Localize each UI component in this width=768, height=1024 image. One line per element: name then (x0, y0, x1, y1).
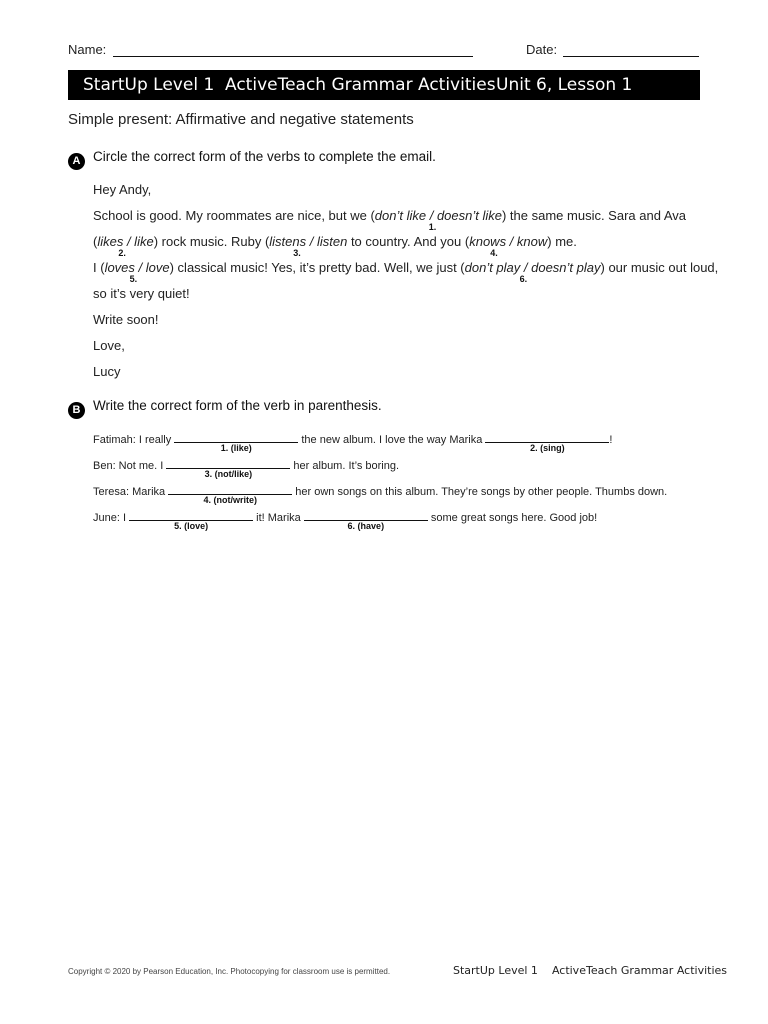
section-a-badge: A (68, 153, 85, 170)
name-date-row (68, 42, 700, 62)
dialogue-text: ! (609, 434, 613, 446)
email-line-1 (93, 208, 687, 232)
blank-cue-6: 6. (have) (347, 521, 385, 531)
answer-blank-2[interactable] (485, 432, 609, 453)
answer-blank-5[interactable] (129, 510, 253, 531)
footer-title: ActiveTeach Grammar Activities (551, 964, 727, 977)
email-text: I ( (93, 260, 105, 275)
verb-choice-3[interactable]: listens / listen (269, 234, 348, 249)
answer-blank-1[interactable] (174, 432, 298, 453)
blank-cue-1: 1. (like) (220, 443, 252, 453)
section-b-badge: B (68, 402, 85, 419)
date-field[interactable] (563, 56, 699, 57)
name-label: Name: (68, 42, 107, 57)
dialogue (93, 432, 703, 542)
blank-cue-2: 2. (sing) (530, 443, 565, 453)
copyright-notice: Copyright © 2020 by Pearson Education, Inc. Photocopying for classroom use is permitted. (68, 967, 391, 976)
dialogue-text: Fatimah: I really (93, 434, 175, 446)
banner-level: StartUp Level 1 (83, 75, 215, 95)
dialogue-line-1 (93, 432, 613, 453)
dialogue-text: Ben: Not me. I (93, 460, 167, 472)
date-label: Date: (526, 42, 558, 57)
section-a-instruction: Circle the correct form of the verbs to complete the email. (93, 149, 436, 164)
email-closing-1: Write soon! (93, 312, 159, 327)
dialogue-text: the new album. I love the way Marika (298, 434, 486, 446)
email-body (93, 182, 719, 382)
item-number-6: 6. (519, 274, 528, 284)
section-b-heading (68, 398, 382, 416)
item-number-5: 5. (129, 274, 138, 284)
email-line-4: so it’s very quiet! (93, 286, 190, 301)
banner-title: ActiveTeach Grammar Activities (225, 75, 496, 95)
email-line-2 (93, 234, 577, 258)
email-signature: Lucy (93, 364, 121, 379)
email-text: School is good. My roommates are nice, but we ( (93, 208, 375, 223)
dialogue-text: Teresa: Marika (93, 486, 169, 498)
item-number-4: 4. (490, 248, 498, 258)
blank-cue-3: 3. (not/like) (204, 469, 253, 479)
dialogue-line-4 (93, 510, 598, 531)
footer-level: StartUp Level 1 (453, 964, 538, 977)
answer-blank-3[interactable] (166, 458, 290, 479)
banner-unit: Unit 6, Lesson 1 (496, 75, 633, 95)
footer-series (453, 964, 727, 977)
verb-choice-2[interactable]: likes / like (97, 234, 154, 249)
email-text: ) rock music. Ruby ( (153, 234, 270, 249)
dialogue-text: it! Marika (253, 512, 304, 524)
item-number-3: 3. (293, 248, 301, 258)
email-text: ) our music out loud, (600, 260, 719, 275)
verb-choice-4[interactable]: knows / know (469, 234, 548, 249)
dialogue-text: June: I (93, 512, 130, 524)
email-text: ) classical music! Yes, it’s pretty bad. Well, we just ( (169, 260, 465, 275)
email-line-3 (93, 260, 719, 284)
page-subtitle: Simple present: Affirmative and negative statements (68, 111, 414, 128)
answer-blank-6[interactable] (304, 510, 428, 531)
verb-choice-6[interactable]: don’t play / doesn’t play (464, 260, 601, 275)
blank-cue-4: 4. (not/write) (203, 495, 257, 505)
answer-blank-4[interactable] (168, 484, 292, 505)
dialogue-line-3 (93, 484, 668, 505)
verb-choice-5[interactable]: loves / love (104, 260, 170, 275)
email-text: ( (93, 234, 98, 249)
dialogue-text: her own songs on this album. They’re songs by other people. Thumbs down. (292, 486, 668, 498)
email-text: ) the same music. Sara and Ava (501, 208, 687, 223)
name-field[interactable] (113, 56, 473, 57)
email-greeting: Hey Andy, (93, 182, 152, 197)
dialogue-text: some great songs here. Good job! (427, 512, 598, 524)
dialogue-line-2 (93, 458, 400, 479)
email-text: ) me. (547, 234, 577, 249)
verb-choice-1[interactable]: don’t like / doesn’t like (374, 208, 502, 223)
item-number-1: 1. (428, 222, 437, 232)
dialogue-text: her album. It’s boring. (290, 460, 400, 472)
blank-cue-5: 5. (love) (174, 521, 209, 531)
email-text: to country. And you ( (347, 234, 470, 249)
item-number-2: 2. (118, 248, 126, 258)
title-banner (68, 70, 700, 100)
email-closing-2: Love, (93, 338, 125, 353)
section-a-heading (68, 149, 436, 167)
section-b-instruction: Write the correct form of the verb in parenthesis. (93, 398, 382, 413)
